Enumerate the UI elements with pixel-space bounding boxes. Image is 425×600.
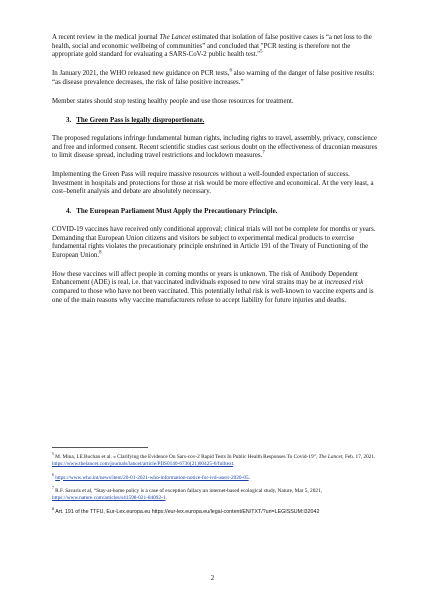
footnote-5: $^5$ M. Mina, I.E.Buchan et al. « Clarifying the Evidence On Sars-cov-2 Rapid Tests In Public Health Responses To Covid-19”, The Lancet, Feb. 17, 2021. https://www.thelancet.com/journals/lancet/article/PIIS0140-6736(21)00425-6/fulltext. xyxy=(52,452,376,467)
paragraph-ade-risk: How these vaccines will affect people in coming months or years is unknown. The risk of Antibody Dependent Enhancement (ADE) is real, i.e. that vaccinated individuals exposed to new viral strains may be at increased risk compared to those who have not been vaccinated. This potentially lethal risk is well-known to vaccine experts and is one of the main reasons why vaccine manufacturers refuse to accept liability for future injuries and deaths. xyxy=(52,270,374,304)
footnote-ref-6[interactable]: 6 xyxy=(229,68,232,74)
footnote-7-link[interactable]: https://www.nature.com/articles/s41598-021-84092-1 xyxy=(52,495,166,502)
footnote-ref-8[interactable]: 8 xyxy=(99,250,102,256)
footnote-divider xyxy=(52,447,148,448)
footnote-8: $^8$ Art. 191 of the TTFU, Eur-Lex.europa.eu https://eur-lex.europa.eu/legal-content/EN/TXT/?uri=LEGISSUM:l32042 xyxy=(52,507,320,515)
section-number: 3. xyxy=(66,116,72,125)
section-heading-4 xyxy=(66,207,381,216)
paragraph-stop-testing: Member states should stop testing healthy people and use those resources for treatment. xyxy=(52,97,294,105)
paragraph-resources: Implementing the Green Pass will require massive resources without a well-founded expectation of success. Investment in hospitals and protections for those at risk would be more effective and economical. At the very least, a cost–benefit analysis and debate are absolutely necessary. xyxy=(52,171,374,196)
footnote-5-link[interactable]: https://www.thelancet.com/journals/lancet/article/PIIS0140-6736(21)00425-6/fulltext xyxy=(52,460,234,467)
page-number: 2 xyxy=(210,574,215,582)
emphasis-text: increased risk xyxy=(324,279,364,287)
footnote-6-link[interactable]: https://www.who.int/news/item/20-01-2021-who-information-notice-for-ivd-users-2020-05 xyxy=(55,474,249,481)
section-title: The European Parliament Must Apply the Precautionary Principle. xyxy=(76,207,278,216)
journal-name: The Lancet xyxy=(159,34,191,41)
footnotes-section xyxy=(52,447,381,523)
paragraph-conditional-approval: COVID-19 vaccines have received only conditional approval; clinical trials will not be complete for months or years. Demanding that European Union citizens and visitors be subject to experimental medical products to exercise fundamental rights violates the precautionary principle enshrined in Article 191 of the Treaty of Functioning of the European Union.$^8$ xyxy=(52,225,376,259)
footnote-6: $^6$ https://www.who.int/news/item/20-01-2021-who-information-notice-for-ivd-users-2020-05. xyxy=(52,472,250,481)
footnote-ref-7[interactable]: 7 xyxy=(262,151,265,157)
paragraph-lancet-review: A recent review in the medical journal The Lancet estimated that isolation of false positive cases is “a net loss to the health, social and economic wellbeing of communities” and concluded that "PCR testing is therefore not the appropriate gold standard for evaluating a SARS-CoV-2 public health test."$^5$ xyxy=(52,34,372,59)
section-heading-3 xyxy=(66,116,381,125)
section-number: 4. xyxy=(66,207,72,216)
footnote-7: $^7$ R.F. Savaris et al, “Stay-at-home policy is a case of exception fallacy:an internet-based ecological study, Nature, Mar 5, 2021, https://www.nature.com/articles/s41598-021-84092-1. xyxy=(52,486,322,502)
footnote-ref-5[interactable]: 5 xyxy=(260,50,263,56)
section-title: The Green Pass is legally disproportionate. xyxy=(76,116,205,125)
paragraph-who-guidance: In January 2021, the WHO released new guidance on PCR tests,$^6$ also warning of the danger of false positive results: “as disease prevalence decreases, the risk of false positive increases.” xyxy=(52,68,375,86)
paragraph-human-rights: The proposed regulations infringe fundamental human rights, including rights to travel, assembly, privacy, conscience and free and informed consent. Recent scientific studies cast serious doubt on the effectiveness of draconian measures to limit disease spread, including travel restrictions and lockdown measures.$^7$ xyxy=(52,134,378,160)
